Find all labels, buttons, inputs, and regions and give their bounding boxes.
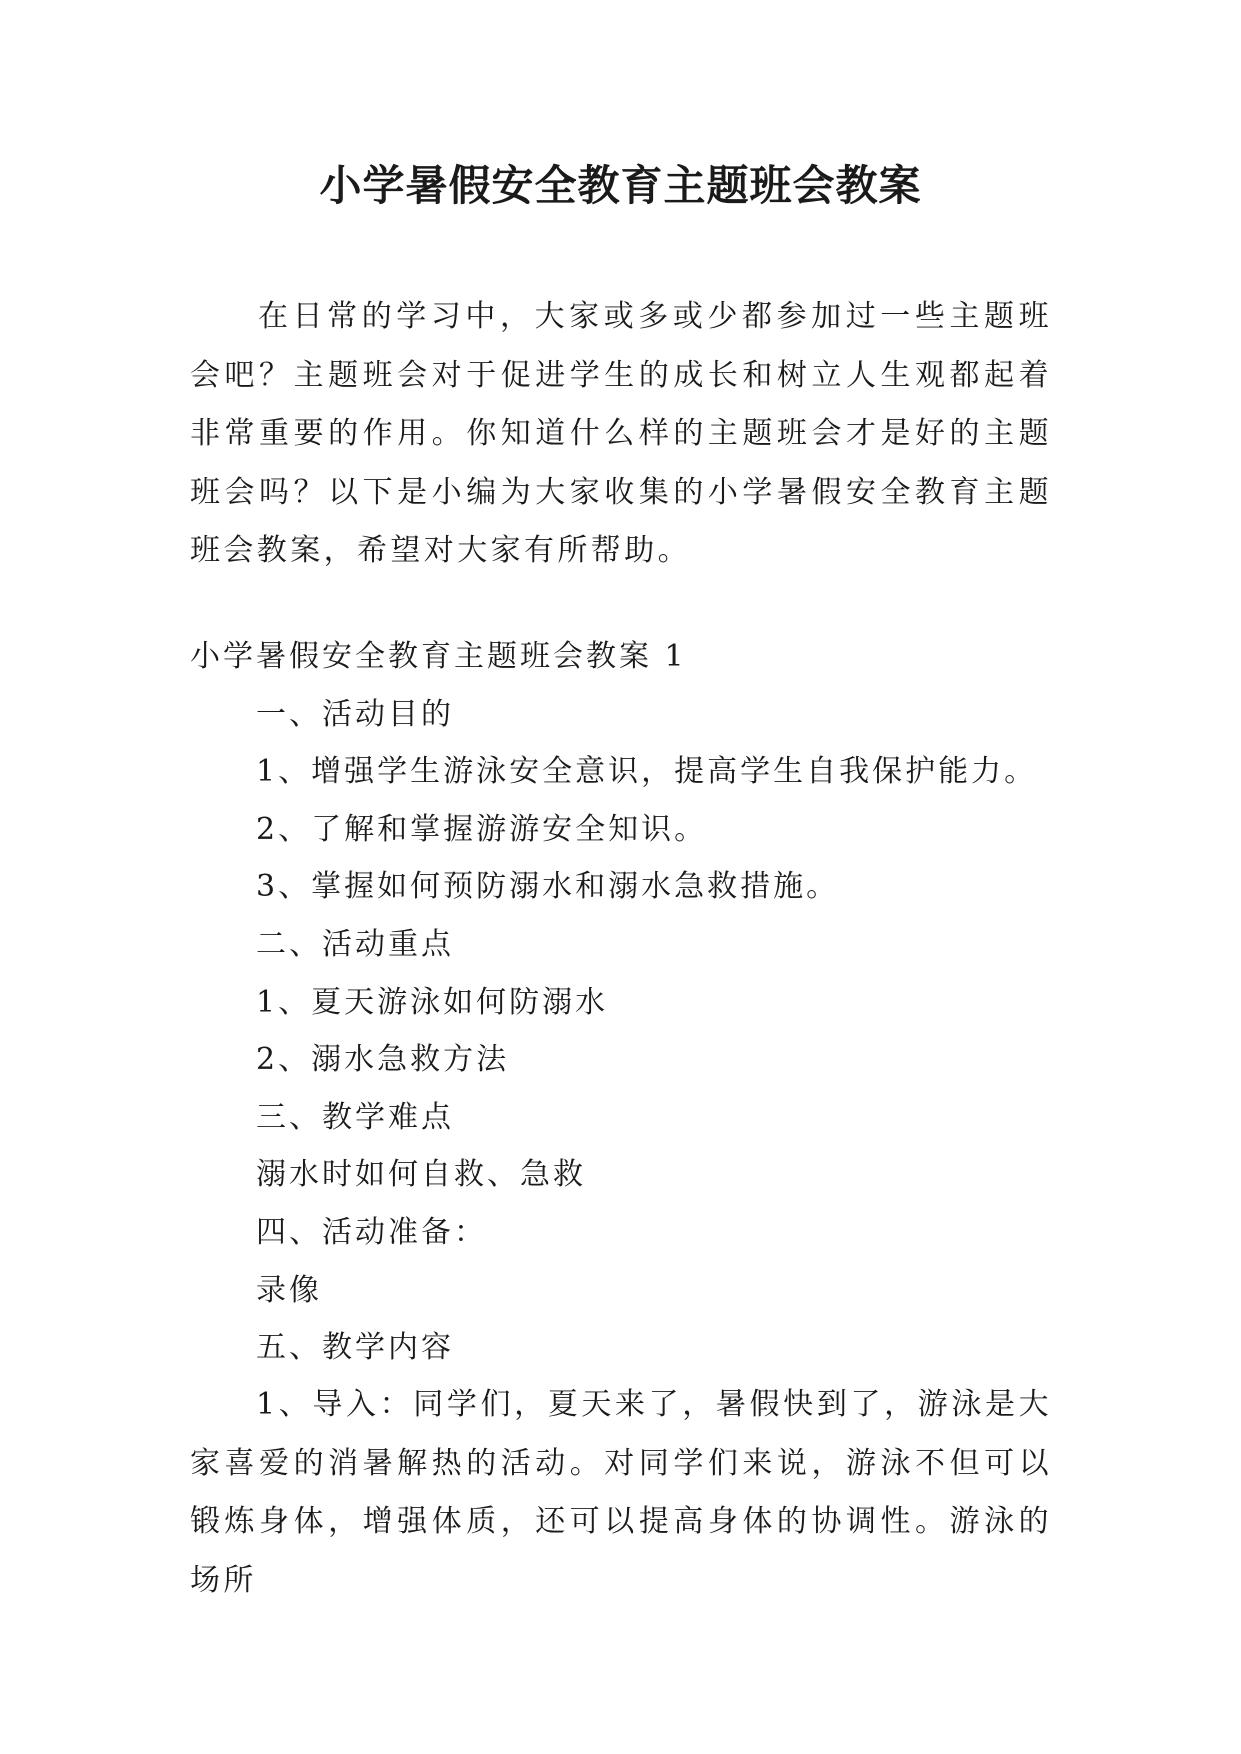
outline-line-activity-focus: 二、活动重点 [256, 927, 454, 962]
document-title: 小学暑假安全教育主题班会教案 [319, 161, 922, 210]
intro-paragraph: 在日常的学习中，大家或多或少都参加过一些主题班会吧？主题班会对于促进学生的成长和树立人生观都起着非常重要的作用。你知道什么样的主题班会才是好的主题班会吗？以下是小编为大家收集的小学暑假安全教育主题班会教案，希望对大家有所帮助。 [190, 299, 1052, 568]
outline-line-preparation: 四、活动准备： [256, 1215, 487, 1250]
outline-line-goal-3: 3、掌握如何预防溺水和溺水急救措施。 [256, 869, 840, 904]
section-heading: 小学暑假安全教育主题班会教案 1 [190, 639, 687, 674]
outline-line-activity-goal: 一、活动目的 [256, 697, 454, 732]
outline-line-difficulty: 三、教学难点 [256, 1100, 454, 1135]
content-paragraph: 1、导入：同学们，夏天来了，暑假快到了，游泳是大家喜爱的消暑解热的活动。对同学们来说，游泳不但可以锻炼身体，增强体质，还可以提高身体的协调性。游泳的场所 [190, 1387, 1052, 1598]
outline-line-focus-1: 1、夏天游泳如何防溺水 [256, 985, 609, 1020]
outline-line-difficulty-detail: 溺水时如何自救、急救 [256, 1157, 586, 1192]
outline-line-focus-2: 2、溺水急救方法 [256, 1042, 510, 1077]
outline-line-goal-2: 2、了解和掌握游游安全知识。 [256, 812, 708, 847]
outline-line-content: 五、教学内容 [256, 1330, 454, 1365]
outline-line-goal-1: 1、增强学生游泳安全意识，提高学生自我保护能力。 [256, 754, 1038, 789]
outline-line-preparation-detail: 录像 [256, 1273, 322, 1308]
